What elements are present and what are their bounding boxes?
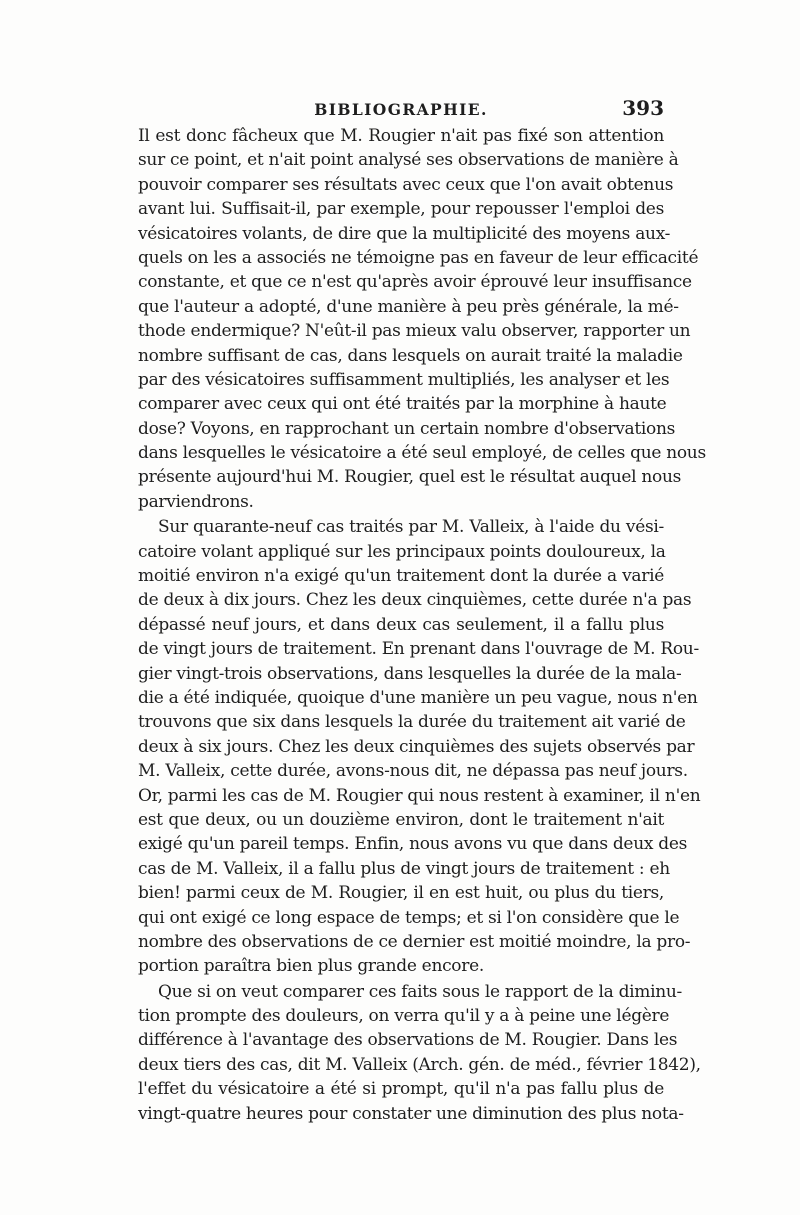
text-line: pouvoir comparer ses résultats avec ceux que l'on avait obtenus: [138, 174, 674, 195]
page-number: 393: [622, 96, 664, 120]
text-line: nombre des observations de ce dernier est moitié moindre, la pro-: [138, 931, 691, 952]
text-line: catoire volant appliqué sur les principaux points douloureux, la: [138, 541, 666, 562]
text-line: avant lui. Suffisait-il, par exemple, pour repousser l'emploi des: [138, 199, 664, 220]
text-line: gier vingt-trois observations, dans lesquelles la durée de la mala-: [138, 663, 682, 684]
text-line: comparer avec ceux qui ont été traités par la morphine à haute: [138, 394, 667, 415]
page-header: [138, 96, 664, 126]
paragraph-end-line: parviendrons.: [138, 491, 254, 512]
body-text: [138, 124, 706, 1126]
text-line: exigé qu'un pareil temps. Enfin, nous avons vu que dans deux des: [138, 834, 687, 855]
text-line: l'effet du vésicatoire a été si prompt, qu'il n'a pas fallu plus de: [138, 1079, 664, 1100]
paragraph-start-line: Que si on veut comparer ces faits sous le rapport de la diminu-: [158, 981, 682, 1002]
text-line: quels on les a associés ne témoigne pas en faveur de leur efficacité: [138, 247, 699, 268]
text-line: est que deux, ou un douzième environ, dont le traitement n'ait: [138, 809, 664, 830]
text-line: nombre suffisant de cas, dans lesquels on aurait traité la maladie: [138, 345, 683, 366]
text-line: die a été indiquée, quoique d'une manière un peu vague, nous n'en: [138, 687, 698, 708]
paragraph-end-line: portion paraîtra bien plus grande encore.: [138, 956, 484, 977]
text-line: dans lesquelles le vésicatoire a été seul employé, de celles que nous: [138, 443, 706, 464]
text-line: deux à six jours. Chez les deux cinquièmes des sujets observés par: [138, 736, 695, 757]
text-line: vingt-quatre heures pour constater une diminution des plus nota-: [138, 1103, 684, 1124]
text-line: cas de M. Valleix, il a fallu plus de vingt jours de traitement : eh: [138, 858, 670, 879]
text-line: qui ont exigé ce long espace de temps; et si l'on considère que le: [138, 907, 680, 928]
text-line: différence à l'avantage des observations de M. Rougier. Dans les: [138, 1030, 678, 1051]
text-line: bien! parmi ceux de M. Rougier, il en est huit, ou plus du tiers,: [138, 883, 664, 904]
text-line: M. Valleix, cette durée, avons-nous dit, ne dépassa pas neuf jours.: [138, 761, 688, 782]
text-line: dépassé neuf jours, et dans deux cas seulement, il a fallu plus: [138, 614, 664, 635]
text-line: présente aujourd'hui M. Rougier, quel est le résultat auquel nous: [138, 467, 682, 488]
text-line: moitié environ n'a exigé qu'un traitement dont la durée a varié: [138, 566, 664, 587]
text-line: trouvons que six dans lesquels la durée du traitement ait varié de: [138, 712, 686, 733]
text-line: thode endermique? N'eût-il pas mieux valu observer, rapporter un: [138, 321, 691, 342]
text-line: Il est donc fâcheux que M. Rougier n'ait pas fixé son attention: [138, 126, 664, 146]
text-line: constante, et que ce n'est qu'après avoir éprouvé leur insuffisance: [138, 272, 692, 293]
text-line: dose? Voyons, en rapprochant un certain nombre d'observations: [138, 418, 676, 439]
text-line: vésicatoires volants, de dire que la multiplicité des moyens aux-: [138, 223, 671, 244]
text-line: que l'auteur a adopté, d'une manière à peu près générale, la mé-: [138, 296, 679, 317]
text-line: deux tiers des cas, dit M. Valleix (Arch. gén. de méd., février 1842),: [138, 1054, 701, 1075]
text-line: tion prompte des douleurs, on verra qu'il y a à peine une légère: [138, 1006, 670, 1027]
text-line: sur ce point, et n'ait point analysé ses observations de manière à: [138, 150, 679, 171]
text-line: Or, parmi les cas de M. Rougier qui nous restent à examiner, il n'en: [138, 785, 701, 806]
paragraph-start-line: Sur quarante-neuf cas traités par M. Valleix, à l'aide du vési-: [158, 517, 664, 538]
running-title: BIBLIOGRAPHIE.: [314, 100, 488, 119]
text-line: par des vésicatoires suffisamment multipliés, les analyser et les: [138, 369, 670, 390]
text-line: de deux à dix jours. Chez les deux cinquièmes, cette durée n'a pas: [138, 590, 692, 611]
text-line: de vingt jours de traitement. En prenant dans l'ouvrage de M. Rou-: [138, 639, 699, 660]
